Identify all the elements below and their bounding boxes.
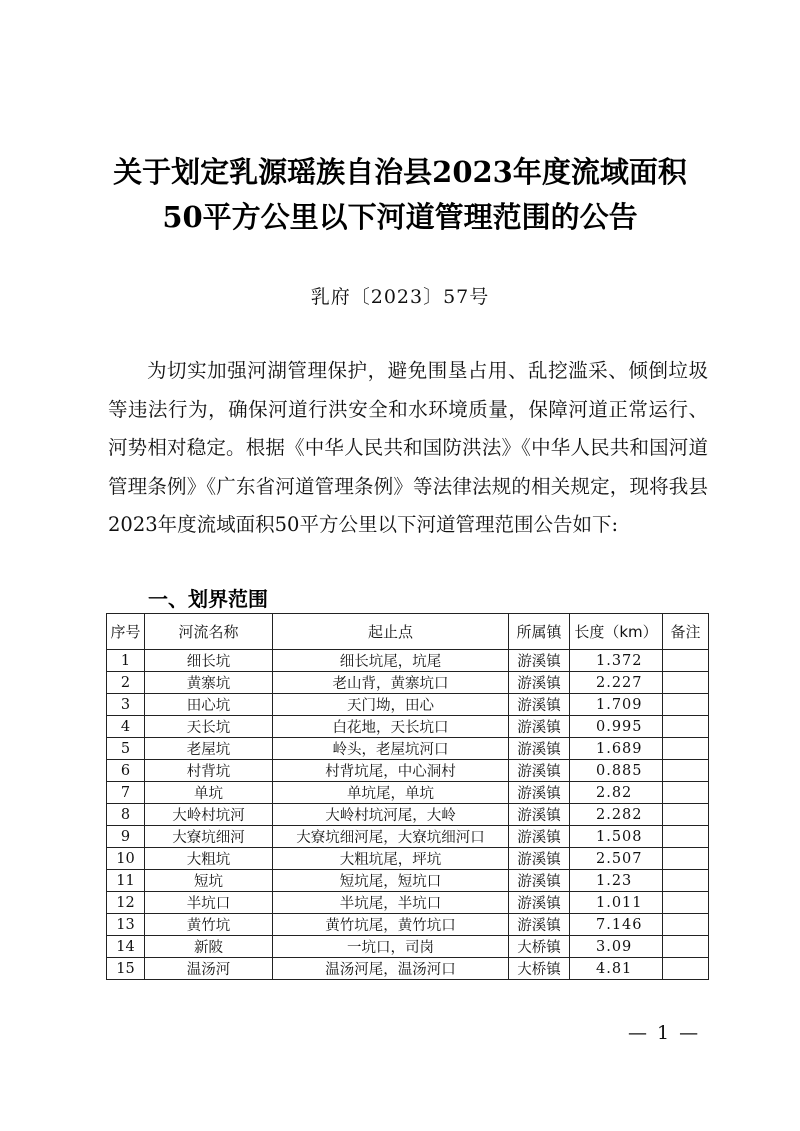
cell-index: 2 bbox=[107, 672, 145, 694]
cell-index: 8 bbox=[107, 804, 145, 826]
cell-length: 2.282 bbox=[570, 804, 663, 826]
page-number: — 1 — bbox=[628, 1022, 701, 1044]
cell-river-name: 黄寨坑 bbox=[145, 672, 273, 694]
cell-start-end: 温汤河尾，温汤河口 bbox=[273, 958, 509, 980]
cell-town: 游溪镇 bbox=[509, 782, 570, 804]
table-body bbox=[107, 650, 709, 980]
cell-length: 3.09 bbox=[570, 936, 663, 958]
table-row bbox=[107, 782, 709, 804]
cell-index: 14 bbox=[107, 936, 145, 958]
cell-index: 12 bbox=[107, 892, 145, 914]
cell-index: 3 bbox=[107, 694, 145, 716]
table-row bbox=[107, 650, 709, 672]
table-row bbox=[107, 804, 709, 826]
cell-start-end: 半坑尾，半坑口 bbox=[273, 892, 509, 914]
cell-length: 4.81 bbox=[570, 958, 663, 980]
cell-remarks bbox=[663, 936, 709, 958]
cell-index: 13 bbox=[107, 914, 145, 936]
cell-length: 1.23 bbox=[570, 870, 663, 892]
cell-length: 1.689 bbox=[570, 738, 663, 760]
cell-river-name: 短坑 bbox=[145, 870, 273, 892]
cell-town: 大桥镇 bbox=[509, 936, 570, 958]
cell-town: 游溪镇 bbox=[509, 760, 570, 782]
cell-start-end: 岭头，老屋坑河口 bbox=[273, 738, 509, 760]
cell-length: 1.372 bbox=[570, 650, 663, 672]
body-paragraph-block bbox=[108, 352, 708, 545]
cell-town: 游溪镇 bbox=[509, 694, 570, 716]
cell-start-end: 大寮坑细河尾，大寮坑细河口 bbox=[273, 826, 509, 848]
header-river-name: 河流名称 bbox=[145, 614, 273, 650]
cell-index: 7 bbox=[107, 782, 145, 804]
header-town: 所属镇 bbox=[509, 614, 570, 650]
cell-length: 1.709 bbox=[570, 694, 663, 716]
cell-remarks bbox=[663, 870, 709, 892]
cell-start-end: 一坑口，司岗 bbox=[273, 936, 509, 958]
cell-start-end: 老山背，黄寨坑口 bbox=[273, 672, 509, 694]
cell-remarks bbox=[663, 804, 709, 826]
cell-remarks bbox=[663, 672, 709, 694]
table-row bbox=[107, 738, 709, 760]
cell-town: 游溪镇 bbox=[509, 848, 570, 870]
cell-length: 0.885 bbox=[570, 760, 663, 782]
cell-river-name: 田心坑 bbox=[145, 694, 273, 716]
cell-start-end: 单坑尾，单坑 bbox=[273, 782, 509, 804]
cell-remarks bbox=[663, 848, 709, 870]
document-title-line-2: 50平方公里以下河道管理范围的公告 bbox=[162, 200, 638, 234]
cell-remarks bbox=[663, 716, 709, 738]
cell-index: 10 bbox=[107, 848, 145, 870]
cell-index: 11 bbox=[107, 870, 145, 892]
cell-remarks bbox=[663, 650, 709, 672]
cell-length: 7.146 bbox=[570, 914, 663, 936]
cell-town: 游溪镇 bbox=[509, 892, 570, 914]
cell-river-name: 老屋坑 bbox=[145, 738, 273, 760]
body-paragraph: 为切实加强河湖管理保护，避免围垦占用、乱挖滥采、倾倒垃圾等违法行为，确保河道行洪安全和水环境质量，保障河道正常运行、河势相对稳定。根据《中华人民共和国防洪法》《中华人民共和国河道管理条例》《广东省河道管理条例》等法律法规的相关规定，现将我县2023年度流域面积50平方公里以下河道管理范围公告如下: bbox=[108, 359, 708, 536]
document-number: 乳府〔2023〕57号 bbox=[310, 286, 490, 308]
cell-river-name: 大粗坑 bbox=[145, 848, 273, 870]
table-row bbox=[107, 716, 709, 738]
table-row bbox=[107, 672, 709, 694]
cell-town: 游溪镇 bbox=[509, 826, 570, 848]
cell-river-name: 细长坑 bbox=[145, 650, 273, 672]
cell-remarks bbox=[663, 914, 709, 936]
cell-river-name: 单坑 bbox=[145, 782, 273, 804]
document-title-line-1: 关于划定乳源瑶族自治县2023年度流域面积 bbox=[113, 155, 687, 189]
table-row bbox=[107, 848, 709, 870]
cell-river-name: 温汤河 bbox=[145, 958, 273, 980]
cell-length: 2.82 bbox=[570, 782, 663, 804]
cell-town: 游溪镇 bbox=[509, 914, 570, 936]
table-row bbox=[107, 870, 709, 892]
table-row bbox=[107, 892, 709, 914]
cell-town: 大桥镇 bbox=[509, 958, 570, 980]
cell-remarks bbox=[663, 694, 709, 716]
cell-town: 游溪镇 bbox=[509, 672, 570, 694]
header-length: 长度（km） bbox=[570, 614, 663, 650]
cell-remarks bbox=[663, 738, 709, 760]
cell-length: 0.995 bbox=[570, 716, 663, 738]
table-row bbox=[107, 936, 709, 958]
cell-index: 5 bbox=[107, 738, 145, 760]
cell-index: 6 bbox=[107, 760, 145, 782]
table-row bbox=[107, 694, 709, 716]
cell-start-end: 白花地，天长坑口 bbox=[273, 716, 509, 738]
header-start-end: 起止点 bbox=[273, 614, 509, 650]
cell-start-end: 大岭村坑河尾，大岭 bbox=[273, 804, 509, 826]
cell-index: 15 bbox=[107, 958, 145, 980]
cell-river-name: 村背坑 bbox=[145, 760, 273, 782]
table-row bbox=[107, 958, 709, 980]
cell-remarks bbox=[663, 760, 709, 782]
cell-index: 4 bbox=[107, 716, 145, 738]
cell-start-end: 细长坑尾，坑尾 bbox=[273, 650, 509, 672]
header-index: 序号 bbox=[107, 614, 145, 650]
table-row bbox=[107, 826, 709, 848]
cell-town: 游溪镇 bbox=[509, 804, 570, 826]
cell-remarks bbox=[663, 958, 709, 980]
river-boundary-table bbox=[106, 613, 709, 980]
cell-river-name: 大岭村坑河 bbox=[145, 804, 273, 826]
cell-town: 游溪镇 bbox=[509, 650, 570, 672]
cell-length: 1.011 bbox=[570, 892, 663, 914]
cell-river-name: 新陂 bbox=[145, 936, 273, 958]
section-heading: 一、划界范围 bbox=[148, 587, 268, 611]
table-row bbox=[107, 914, 709, 936]
cell-river-name: 天长坑 bbox=[145, 716, 273, 738]
cell-length: 2.507 bbox=[570, 848, 663, 870]
cell-length: 1.508 bbox=[570, 826, 663, 848]
cell-index: 1 bbox=[107, 650, 145, 672]
table-row bbox=[107, 760, 709, 782]
cell-start-end: 短坑尾，短坑口 bbox=[273, 870, 509, 892]
cell-length: 2.227 bbox=[570, 672, 663, 694]
cell-start-end: 黄竹坑尾，黄竹坑口 bbox=[273, 914, 509, 936]
cell-index: 9 bbox=[107, 826, 145, 848]
cell-remarks bbox=[663, 826, 709, 848]
cell-start-end: 村背坑尾，中心洞村 bbox=[273, 760, 509, 782]
header-remarks: 备注 bbox=[663, 614, 709, 650]
cell-town: 游溪镇 bbox=[509, 870, 570, 892]
cell-river-name: 半坑口 bbox=[145, 892, 273, 914]
cell-town: 游溪镇 bbox=[509, 716, 570, 738]
cell-river-name: 大寮坑细河 bbox=[145, 826, 273, 848]
cell-start-end: 大粗坑尾，坪坑 bbox=[273, 848, 509, 870]
cell-town: 游溪镇 bbox=[509, 738, 570, 760]
cell-start-end: 天门坳，田心 bbox=[273, 694, 509, 716]
cell-river-name: 黄竹坑 bbox=[145, 914, 273, 936]
table-header-row bbox=[107, 614, 709, 650]
cell-remarks bbox=[663, 782, 709, 804]
cell-remarks bbox=[663, 892, 709, 914]
